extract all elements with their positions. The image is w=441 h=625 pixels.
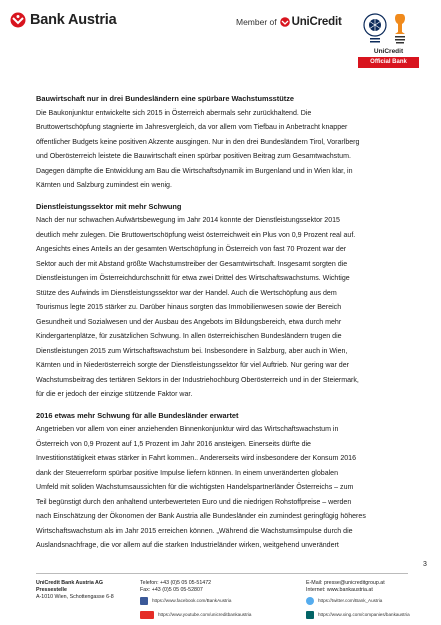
section-heading: Bauwirtschaft nur in drei Bundesländern eine spürbare Wachstumsstütze (36, 94, 295, 103)
footer-street: A-1010 Wien, Schottengasse 6-8 (36, 593, 114, 600)
facebook-link[interactable] (140, 597, 231, 605)
badge-brand: UniCredit (373, 48, 404, 55)
text-line: öffentlicher Budgets keine positiven Akzente ausgingen. Nur in den drei Bundesländern Tirol, Vorarlberg (36, 138, 360, 146)
text-line: Auslandsnachfrage, die vor allem auf die starken Industrieländer wirken, weitgehend unverändert (36, 542, 339, 549)
page-number: 3 (423, 561, 427, 568)
text-line: und Oberösterreich leistete die Bauwirtschaft einen spürbar positiven Beitrag zum Gesamtwachstum. (36, 153, 351, 160)
section-outlook-2016 (36, 409, 408, 554)
text-line: Dagegen dämpfte die Entwicklung am Bau die Wirtschaftsdynamik im Burgenland und in Wien klar, in (36, 167, 353, 175)
text-line: Sektor auch der mit Abstand größte Wachstumstreiber der Gesamtwirtschaft. Insgesamt sorgten die (36, 260, 348, 268)
section-paragraph (36, 214, 408, 403)
unicredit-logo-icon (10, 12, 26, 28)
section-paragraph (36, 107, 408, 194)
text-line: Umfeld mit soliden Wachstumsaussichten für die wichtigsten Handelspartnerländer Österreichs – zum (36, 484, 354, 491)
member-of-unicredit (236, 16, 342, 28)
footer-department: Pressestelle (36, 586, 67, 593)
text-line: Österreich von 0,9 Prozent auf 1,5 Prozent im Jahr 2016 ansteigen. Einerseits dürfte die (36, 440, 311, 448)
text-line: Gesundheit und Sozialwesen und der Ausbau des Angebots im Bildungsbereich, etwa durch mehr (36, 318, 342, 326)
twitter-link[interactable] (306, 597, 382, 605)
footer-email[interactable]: E-Mail: presse@unicreditgroup.at (306, 580, 385, 586)
section-heading: Dienstleistungssektor mit mehr Schwung (36, 201, 182, 211)
text-line: Investitionstätigkeit etwas stärker in Fahrt kommen.. Andererseits wird insbesondere der Konsum 2016 (36, 455, 357, 462)
badge-label: Official Bank (358, 57, 419, 68)
brand-name: Bank Austria (30, 12, 117, 28)
text-line: Stütze des Aufwinds im Dienstleistungssektor war der Handel. Auch die Wertschöpfung aus dem (36, 289, 337, 297)
text-line: Teil begünstigt durch den anhaltend unterbewerteten Euro und die niedrigen Rohstoffpreise – werden (36, 498, 352, 506)
page-header (0, 0, 441, 70)
footer-fax: Fax: +43 (0)5 05 05-52807 (140, 586, 203, 593)
text-line: Die Baukonjunktur entwickelte sich 2015 in Österreich abermals sehr zurückhaltend. Die (36, 109, 312, 117)
facebook-url[interactable]: https://www.facebook.com/BankAustria (152, 597, 232, 603)
text-line: Bruttowertschöpfung stagnierte im Jahresvergleich, da vor allem vom Tiefbau in Anbetracht knapper (36, 124, 348, 131)
text-line: deutlich mehr zulegen. Die Bruttowertschöpfung weist österreichweit ein Plus von 0,9 Prozent real auf. (36, 231, 356, 239)
youtube-url[interactable]: https://www.youtube.com/unicreditbankaustria (158, 611, 252, 617)
member-of-label: Member of (236, 17, 277, 27)
unicredit-label: UniCredit (291, 16, 342, 28)
youtube-link[interactable] (140, 611, 251, 619)
footer-divider (36, 573, 408, 574)
footer-telephone: Telefon: +43 (0)5 05 05-51472 (140, 580, 212, 586)
text-line: Angetrieben vor allem von einer anziehenden Binnenkonjunktur wird das Wirtschaftswachstum in (36, 426, 339, 433)
text-line: Dienstleistungen 2015 zum Wirtschaftswachstum bei. Insbesondere in Salzburg, aber auch in Wien, (36, 347, 348, 355)
text-line: für die er jedoch der einzige stützende Faktor war. (36, 391, 193, 398)
footer-contact (306, 580, 426, 594)
text-line: Nach der nur schwachen Aufwärtsbewegung im Jahr 2014 konnte der Dienstleistungssektor 2015 (36, 217, 340, 224)
xing-url[interactable]: https://www.xing.com/companies/bankaustria (318, 611, 410, 617)
xing-icon (306, 611, 314, 619)
section-construction (36, 92, 408, 194)
page-footer (36, 580, 416, 625)
text-line: Kärnten und in Niederösterreich sorgte der Dienstleistungssektor für viel Auftrieb. Nur gering war der (36, 362, 349, 369)
official-bank-badge (358, 10, 419, 68)
text-line: Wirtschaftswachstum als im Jahr 2015 erreichen können. „Während die Wachstumsimpulse durch die (36, 527, 353, 535)
section-services (36, 200, 408, 403)
text-line: Kindergartenplätze, für zusätzlichen Schwung. In allen österreichischen Bundesländern trugen die (36, 333, 342, 340)
unicredit-small-logo-icon (280, 17, 290, 27)
text-line: dank der Steuerreform spürbar positive Impulse liefern können. In einem unveränderten globalen (36, 469, 339, 477)
champions-league-logos (358, 10, 419, 48)
xing-link[interactable] (306, 611, 410, 619)
youtube-icon (140, 611, 154, 619)
bank-austria-logo (10, 12, 117, 28)
footer-phone (140, 580, 280, 594)
text-line: Wachstumsbeitrag des tertiären Sektors in der Industriehochburg Oberösterreich und in der Steiermark, (36, 376, 359, 384)
text-line: Dienstleistungen im Österreichdurchschnitt für etwa zwei Drittel des Wirtschaftswachstums. Wichtige (36, 275, 350, 282)
text-line: Kärnten und Salzburg zumindest ein wenig. (36, 182, 172, 189)
text-line: Angesichts eines Anteils an der gesamten Wertschöpfung in Österreich von fast 70 Prozent war der (36, 246, 347, 253)
section-paragraph (36, 423, 408, 554)
twitter-url[interactable]: https://twitter.com/Bank_Austria (318, 597, 383, 603)
article-body (36, 92, 408, 560)
league-trophy-icon (358, 10, 419, 48)
footer-company: UniCredit Bank Austria AG (36, 580, 104, 586)
section-heading: 2016 etwas mehr Schwung für alle Bundesländer erwartet (36, 410, 239, 420)
text-line: Tourismus legte 2015 stärker zu. Darüber hinaus sorgten das Immobilienwesen sowie der Bereich (36, 304, 342, 311)
facebook-icon (140, 597, 148, 605)
footer-address (36, 580, 136, 601)
text-line: nach Einschätzung der Ökonomen der Bank Austria alle Bundesländer ein zumindest geringfügig höheres (36, 513, 366, 520)
footer-website[interactable]: Internet: www.bankaustria.at (306, 586, 373, 593)
twitter-icon (306, 597, 314, 605)
